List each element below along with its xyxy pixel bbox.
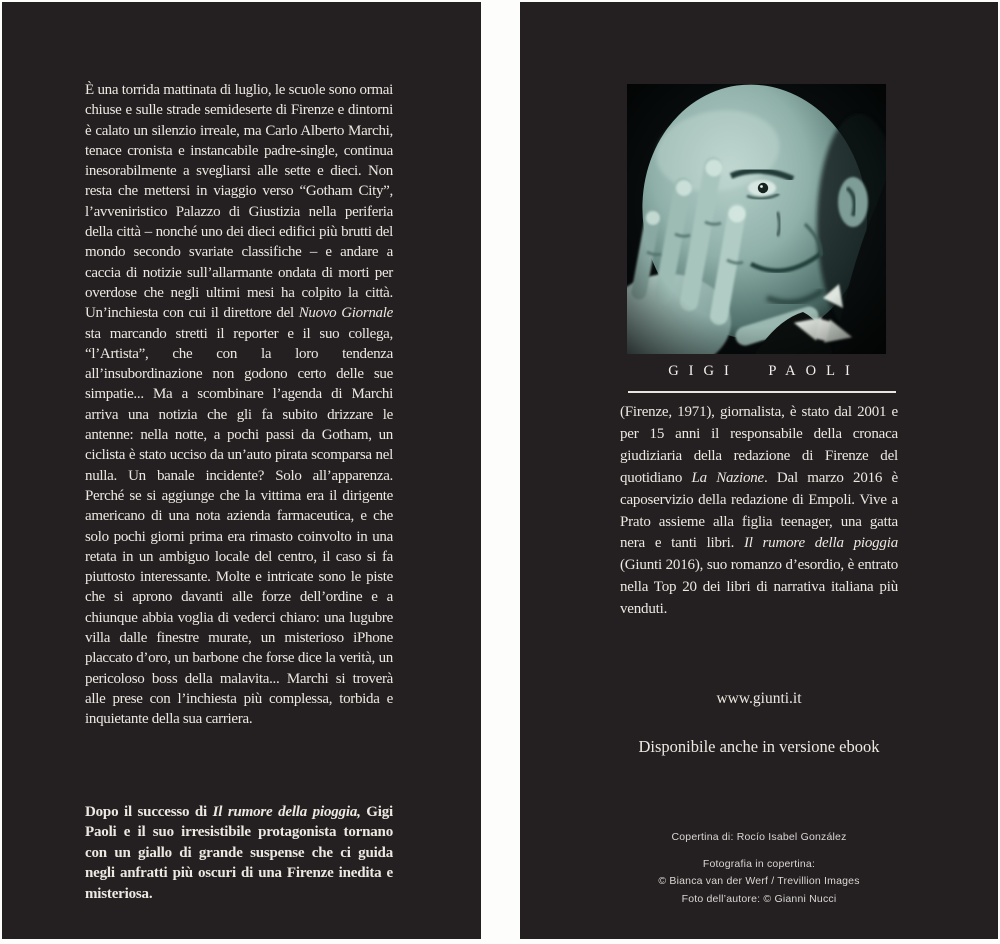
synopsis-text	[85, 80, 393, 730]
credits-block	[520, 829, 998, 908]
publisher-website: www.giunti.it	[716, 690, 802, 707]
cover-design-credit: Copertina di: Rocío Isabel González	[671, 831, 847, 843]
synopsis-book-title: Nuovo Giornale	[298, 305, 393, 322]
author-photo	[627, 84, 886, 354]
promo-text	[85, 802, 393, 904]
synopsis-segment: È una torrida mattinata di luglio, le scuole sono ormai chiuse e sulle strade semideserte di Firenze e dintorni è calato un silenzio irreale, ma Carlo Alberto Marchi, tenace cronista e instancabile padre-single, continua inesorabilmente a svegliarsi alle sette e dieci. Non resta che mettersi in viaggio verso “Gotham City”, l’avveniristico Palazzo di Giustizia nella periferia della città – nonché uno dei dieci edifici più brutti del mondo secondo svariate classifiche – e andare a caccia di notizie sull’allarmante ondata di morti per overdose che negli ultimi mesi ha colpito la città. Un’inchiesta con cui il direttore del	[85, 82, 393, 322]
bio-segment: (Giunti 2016), suo romanzo d’esordio, è entrato nella Top 20 dei libri di narrativa italiana più venduti.	[620, 557, 898, 618]
ebook-availability-note: Disponibile anche in versione ebook	[638, 737, 880, 756]
cover-photo-credit-label: Fotografia in copertina:	[702, 857, 816, 870]
synopsis-segment: sta marcando stretti il reporter e il suo collega, “l’Artista”, che con la loro tendenza all’insubordinazione non godono certo delle sue simpatie... Ma a scombinare l’agenda di Marchi arriva una notizia che gli fa subito drizzare le antenne: nella notte, a pochi passi da Gotham, un ciclista è stato ucciso da un’auto pirata scomparsa nel nulla. Un banale incidente? Solo all’apparenza. Perché se si aggiunge che la vittima era il dirigente americano di una nota azienda farmaceutica, e che solo pochi giorni prima era rimasto coinvolto in una retata in un ambiguo locale del centro, il caso si fa piuttosto interessante. Molte e intricate sono le piste che si aprono davanti alle forze dell’ordine e a chiunque abbia voglia di vederci chiaro: una lugubre villa dalle finestre murate, un misterioso iPhone placcato d’oro, un barbone che forse dice la verità, un pericoloso boss della malavita... Marchi si troverà alle prese con l’inchiesta più complessa, torbida e inquietante della sua carriera.	[85, 325, 393, 728]
author-bio-text	[620, 402, 898, 621]
bio-segment: (Firenze, 1971), giornalista, è stato dal 2001 e per 15 anni il responsabile della cronaca giudiziaria della redazione di Firenze del quotidiano	[620, 404, 898, 486]
promo-segment: Dopo il successo di	[85, 804, 213, 820]
bio-book-title: Il rumore della pioggia	[743, 535, 898, 552]
cover-photo-credit: © Bianca van der Werf / Trevillion Images	[658, 875, 860, 887]
bio-newspaper-title: La Nazione	[691, 469, 765, 486]
promo-book-title: Il rumore della pioggia,	[212, 804, 361, 820]
author-name: GIGI PAOLI	[668, 363, 860, 379]
author-photo-credit: Foto dell’autore: © Gianni Nucci	[681, 892, 837, 905]
promo-segment: Gigi Paoli e il suo irresistibile protagonista tornano con un giallo di grande suspense che ci guida negli anfratti più oscuri di una Firenze inedita e misteriosa.	[85, 804, 393, 902]
bio-segment: . Dal marzo 2016 è caposervizio della redazione di Empoli. Vive a Prato assieme alla figlia teenager, una gatta nera e tanti libri.	[620, 469, 899, 552]
author-name-rule	[628, 391, 896, 393]
author-photo-illustration	[627, 84, 886, 354]
